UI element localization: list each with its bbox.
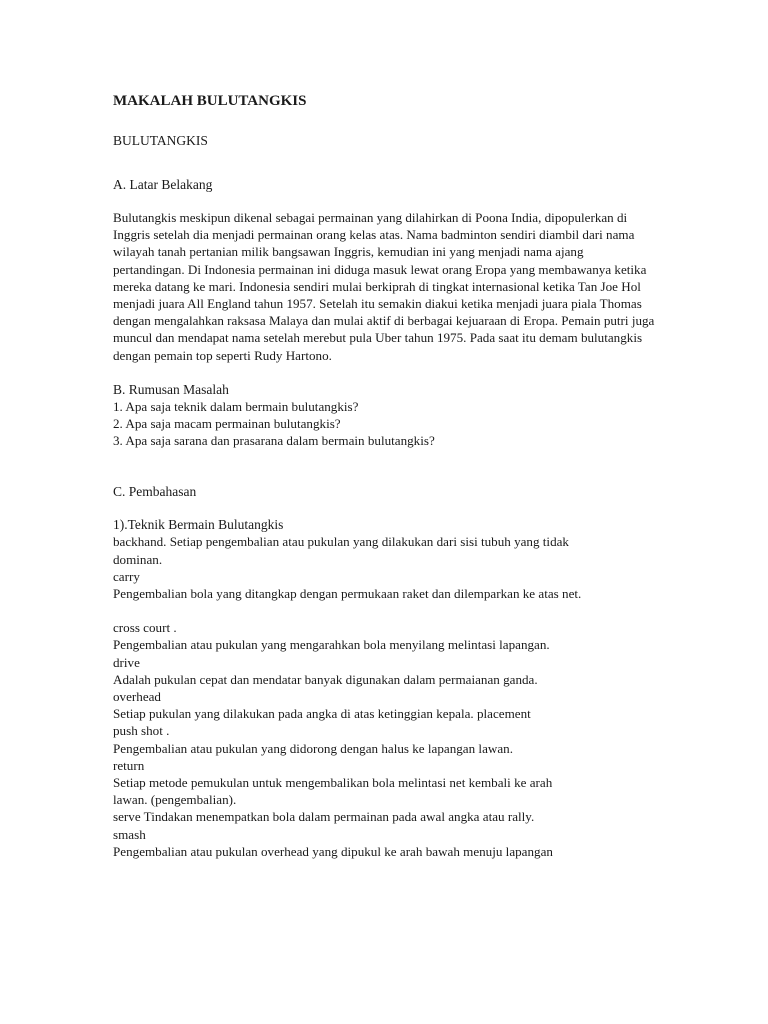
section-c-subheading: 1).Teknik Bermain Bulutangkis [113, 517, 284, 533]
text-line: serve Tindakan menempatkan bola dalam permainan pada awal angka atau rally. [113, 809, 535, 825]
text-line: cross court . [113, 620, 177, 636]
text-line: Pengembalian atau pukulan overhead yang dipukul ke arah bawah menuju lapangan [113, 843, 553, 859]
blank-line [113, 602, 658, 619]
list-item: 1. Apa saja teknik dalam bermain bulutangkis? [113, 398, 359, 414]
section-c-heading: C. Pembahasan [113, 484, 197, 500]
section-b-heading: B. Rumusan Masalah [113, 381, 229, 397]
text-line: Pengembalian atau pukulan yang mengarahkan bola menyilang melintasi lapangan. [113, 637, 550, 653]
text-line: Setiap pukulan yang dilakukan pada angka di atas ketinggian kepala. placement [113, 706, 531, 722]
text-line: push shot . [113, 723, 170, 739]
text-line: Pengembalian bola yang ditangkap dengan permukaan raket dan dilemparkan ke atas net. [113, 586, 582, 602]
text-line: Pengembalian atau pukulan yang didorong dengan halus ke lapangan lawan. [113, 740, 513, 756]
list-item: 2. Apa saja macam permainan bulutangkis? [113, 416, 341, 432]
text-line: carry [113, 568, 140, 584]
text-line: Adalah pukulan cepat dan mendatar banyak digunakan dalam permaianan ganda. [113, 671, 538, 687]
section-a-paragraph: Bulutangkis meskipun dikenal sebagai permainan yang dilahirkan di Poona India, dipopulerkan di Inggris setelah dia menjadi permainan orang kelas atas. Nama badminton sendiri diambil dari nama wilayah tanah pertanian milik bangsawan Inggris, kemudian ini yang menjadi nama ajang pertandingan. Di Indonesia permainan ini diduga masuk lewat orang Eropa yang membawanya ketika mereka datang ke mari. Indonesia sendiri mulai berkiprah di tingkat internasional ketika Tan Joe Hol menjadi juara All England tahun 1957. Setelah itu semakin diakui ketika menjadi juara piala Thomas dengan mengalahkan raksasa Malaya dan mulai aktif di berbagai kejuaraan di Eropa. Pemain putri juga muncul dan mendapat nama setelah merebut pula Uber tahun 1975. Pada saat itu demam bulutangkis dengan pemain top seperti Rudy Hartono. [113, 210, 655, 363]
document-subtitle: BULUTANGKIS [113, 133, 208, 148]
list-item: 3. Apa saja sarana dan prasarana dalam bermain bulutangkis? [113, 433, 435, 449]
text-line: Setiap metode pemukulan untuk mengembalikan bola melintasi net kembali ke arah [113, 775, 553, 791]
document-body [113, 93, 658, 860]
text-line: lawan. (pengembalian). [113, 792, 237, 808]
text-line: dominan. [113, 551, 163, 567]
section-a-heading: A. Latar Belakang [113, 177, 213, 192]
text-line: overhead [113, 689, 161, 705]
text-line: backhand. Setiap pengembalian atau pukulan yang dilakukan dari sisi tubuh yang tidak [113, 534, 569, 550]
text-line: smash [113, 826, 146, 842]
document-title: MAKALAH BULUTANGKIS [113, 93, 307, 109]
text-line: drive [113, 654, 140, 670]
text-line: return [113, 757, 145, 773]
